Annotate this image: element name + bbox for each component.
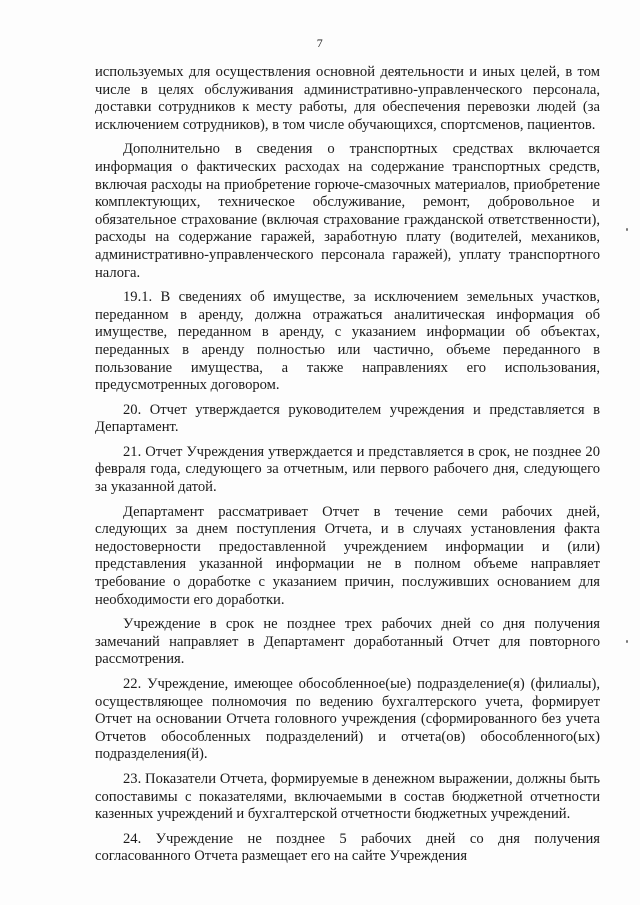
paragraph-23: 23. Показатели Отчета, формируемые в денежном выражении, должны быть сопоставимы с показателями, включаемыми в состав бюджетной отчетности казенных учреждений и бухгалтерской отчетности бюджетных учреждений. — [95, 770, 600, 823]
document-body — [95, 64, 600, 866]
paragraph-transport-expenses: Дополнительно в сведения о транспортных средствах включается информация о фактических расходах на содержание транспортных средств, включая расходы на приобретение горюче-смазочных материалов, приобретение комплектующих, техническое обслуживание, ремонт, добровольное и обязательное страхование (включая страхование гражданской ответственности), расходы на содержание гаражей, заработную плату (водителей, механиков, административно-управленческого персонала гаражей), уплату транспортного налога. — [95, 141, 600, 281]
scan-speck — [626, 228, 628, 231]
paragraph-21: 21. Отчет Учреждения утверждается и представляется в срок, не позднее 20 февраля года, следующего за отчетным, или первого рабочего дня, следующего за указанной датой. — [95, 443, 600, 496]
paragraph-20: 20. Отчет утверждается руководителем учреждения и представляется в Департамент. — [95, 401, 600, 436]
paragraph-24: 24. Учреждение не позднее 5 рабочих дней со дня получения согласованного Отчета размещает его на сайте Учреждения — [95, 830, 600, 865]
paragraph-19-1: 19.1. В сведениях об имуществе, за исключением земельных участков, переданном в аренду, должна отражаться аналитическая информация об имуществе, переданном в аренду, с указанием информации об объектах, переданных в аренду полностью или частично, объеме переданного в пользование имущества, а также направлениях его использования, предусмотренных договором. — [95, 289, 600, 394]
paragraph-continuation: используемых для осуществления основной деятельности и иных целей, в том числе в целях обслуживания административно-управленческого персонала, доставки сотрудников к месту работы, для обеспечения перевозки людей (за исключением сотрудников), в том числе обучающихся, спортсменов, пациентов. — [95, 64, 600, 133]
paragraph-department-review: Департамент рассматривает Отчет в течение семи рабочих дней, следующих за днем поступления Отчета, и в случаях установления факта недостоверности предоставленной учреждением информации и (или) представления указанной информации не в полном объеме направляет требование о доработке с указанием причин, послуживших основанием для необходимости его доработки. — [95, 503, 600, 608]
paragraph-revision: Учреждение в срок не позднее трех рабочих дней со дня получения замечаний направляет в Департамент доработанный Отчет для повторного рассмотрения. — [95, 616, 600, 668]
page-number: 7 — [316, 36, 324, 50]
paragraph-22: 22. Учреждение, имеющее обособленное(ые) подразделение(я) (филиалы), осуществляющее полномочия по ведению бухгалтерского учета, формирует Отчет на основании Отчета головного учреждения (сформированного без учета Отчетов обособленных подразделений) и отчета(ов) обособленного(ых) подразделения(й). — [95, 676, 600, 763]
scan-speck — [626, 640, 628, 643]
